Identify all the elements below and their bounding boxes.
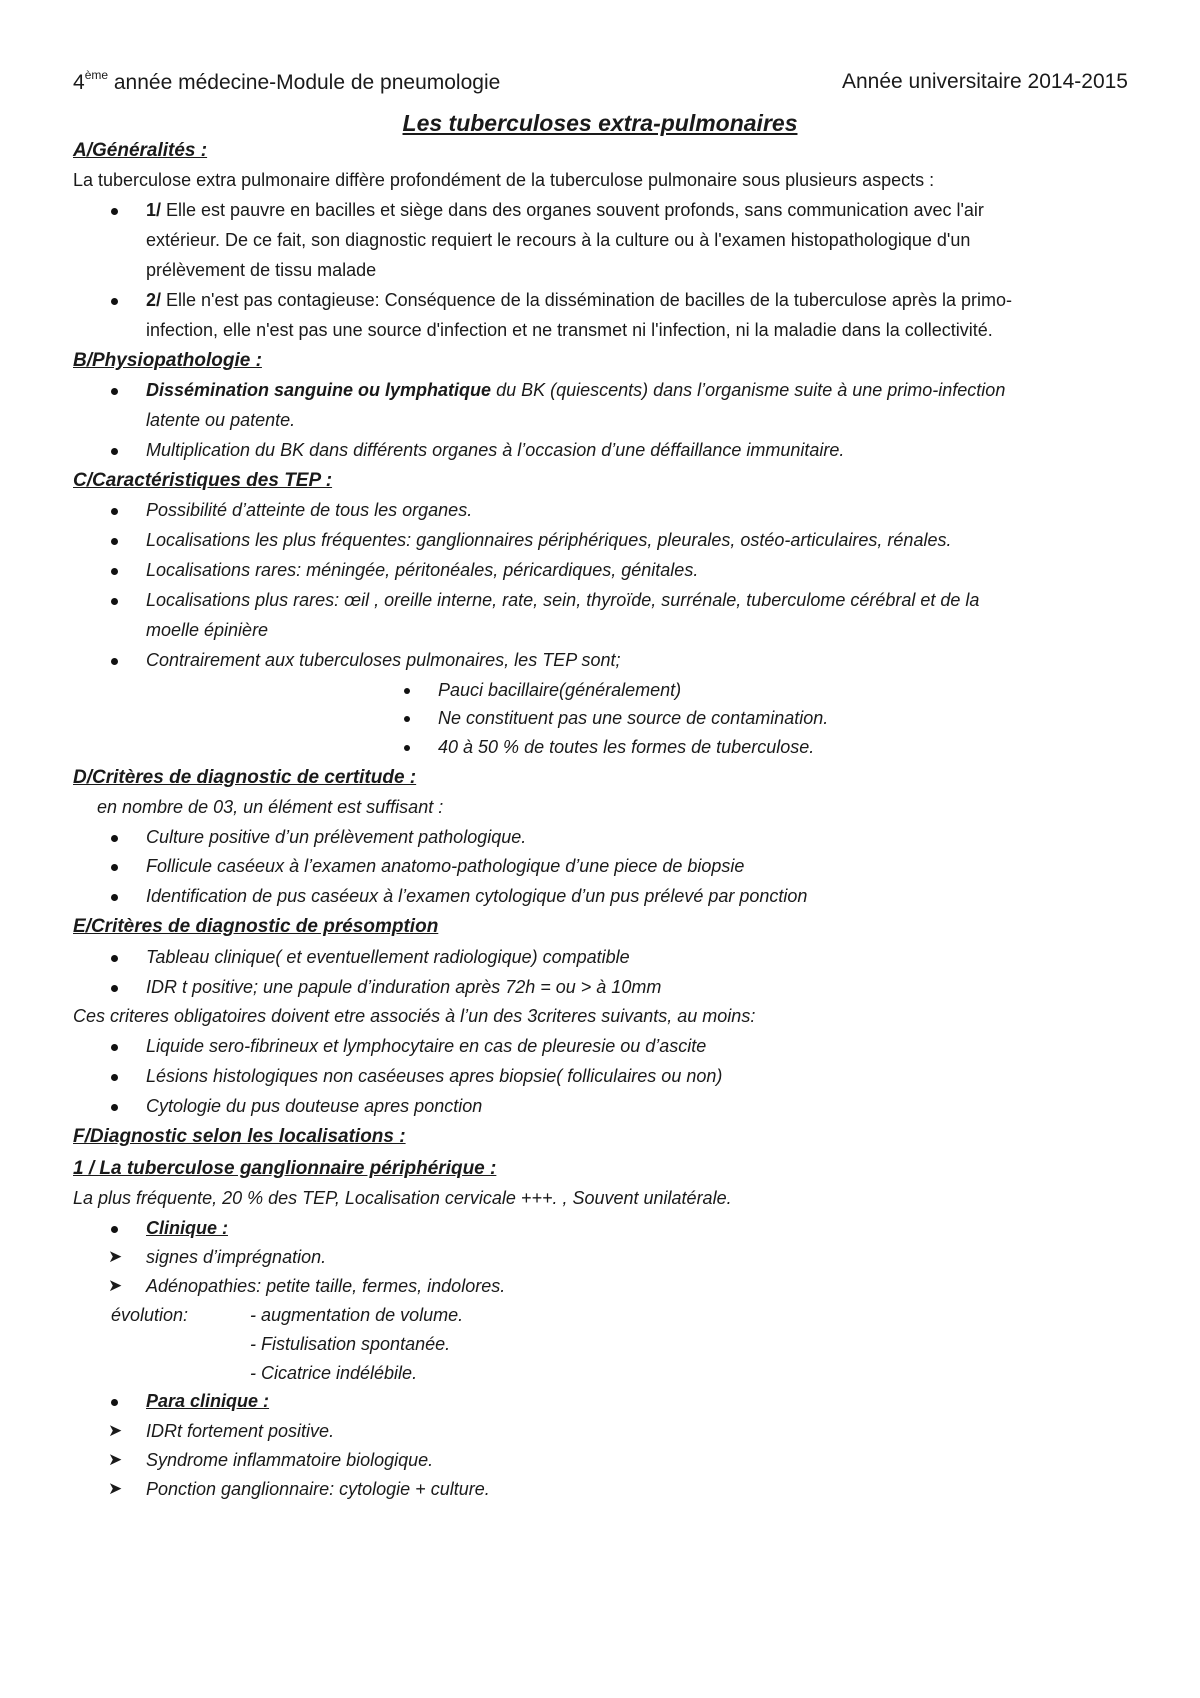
certitude-item-2: Follicule caséeux à l’examen anatomo-pathologique d’une piece de biopsie	[146, 856, 745, 876]
evolution-item-1: - augmentation de volume.	[250, 1305, 464, 1325]
certitude-intro: en nombre de 03, un élément est suffisant :	[97, 797, 444, 817]
paraclinique-item-1: IDRt fortement positive.	[146, 1421, 335, 1441]
generalites-point-1-line-2: extérieur. De ce fait, son diagnostic requiert le recours à la culture ou à l'examen histopathologique d'un	[146, 230, 971, 250]
arrow-bullet-icon: ➤	[108, 1276, 123, 1295]
presomption-item-1: Tableau clinique( et eventuellement radiologique) compatible	[146, 947, 630, 967]
carac-item-3: Localisations rares: méningée, péritonéales, péricardiques, génitales.	[146, 560, 699, 580]
bullet-icon	[404, 688, 410, 694]
physio-item-1-line-1	[146, 380, 1005, 401]
heading-presomption: E/Critères de diagnostic de présomption	[73, 916, 439, 937]
bullet-icon	[111, 568, 118, 575]
point-text: Elle est pauvre en bacilles et siège dans des organes souvent profonds, sans communication avec l'air	[161, 200, 984, 220]
bullet-icon	[111, 538, 118, 545]
header-course	[73, 70, 500, 95]
carac-subitem-2: Ne constituent pas une source de contamination.	[438, 708, 829, 728]
bullet-icon	[111, 1074, 118, 1081]
bullet-icon	[404, 745, 410, 751]
clinique-item-2: Adénopathies: petite taille, fermes, indolores.	[146, 1276, 506, 1296]
paraclinique-item-3: Ponction ganglionnaire: cytologie + culture.	[146, 1479, 490, 1499]
generalites-intro: La tuberculose extra pulmonaire diffère profondément de la tuberculose pulmonaire sous plusieurs aspects :	[73, 170, 935, 190]
header-year-number: 4	[73, 71, 85, 94]
ganglionnaire-intro: La plus fréquente, 20 % des TEP, Localisation cervicale +++. , Souvent unilatérale.	[73, 1188, 732, 1208]
heading-localisations: F/Diagnostic selon les localisations :	[73, 1126, 406, 1147]
carac-item-5: Contrairement aux tuberculoses pulmonaires, les TEP sont;	[146, 650, 621, 670]
carac-item-4-line-1: Localisations plus rares: œil , oreille interne, rate, sein, thyroïde, surrénale, tuberculome cérébral et de la	[146, 590, 980, 610]
physio-item-1-rest: du BK (quiescents) dans l’organisme suite à une primo-infection	[491, 380, 1006, 400]
bullet-icon	[111, 1226, 118, 1233]
bullet-icon	[111, 1104, 118, 1111]
clinique-item-1: signes d’imprégnation.	[146, 1247, 327, 1267]
generalites-point-2-line-1	[146, 290, 1012, 311]
heading-generalites: A/Généralités :	[73, 140, 208, 161]
bullet-icon	[111, 835, 118, 842]
arrow-bullet-icon: ➤	[108, 1479, 123, 1498]
bullet-icon	[111, 658, 118, 665]
generalites-point-1-line-1	[146, 200, 984, 221]
point-number: 1/	[146, 200, 162, 220]
arrow-bullet-icon: ➤	[108, 1421, 123, 1440]
carac-item-2: Localisations les plus fréquentes: ganglionnaires périphériques, pleurales, ostéo-articulaires, rénales.	[146, 530, 952, 550]
header-course-text: année médecine-Module de pneumologie	[108, 71, 501, 94]
presomption-item-2: IDR t positive; une papule d’induration après 72h = ou > à 10mm	[146, 977, 662, 997]
presomption-item-4: Lésions histologiques non caséeuses apres biopsie( folliculaires ou non)	[146, 1066, 723, 1086]
evolution-item-3: - Cicatrice indélébile.	[250, 1363, 418, 1383]
clinique-label: Clinique :	[146, 1218, 228, 1238]
evolution-item-2: - Fistulisation spontanée.	[250, 1334, 451, 1354]
carac-item-1: Possibilité d’atteinte de tous les organes.	[146, 500, 473, 520]
point-number: 2/	[146, 290, 162, 310]
bullet-icon	[111, 298, 118, 305]
heading-certitude: D/Critères de diagnostic de certitude :	[73, 767, 417, 788]
bullet-icon	[111, 864, 118, 871]
bullet-icon	[111, 1399, 118, 1406]
presomption-middle-text: Ces criteres obligatoires doivent etre associés à l’un des 3criteres suivants, au moins:	[73, 1006, 756, 1026]
presomption-item-3: Liquide sero-fibrineux et lymphocytaire en cas de pleuresie ou d’ascite	[146, 1036, 707, 1056]
bullet-icon	[111, 955, 118, 962]
bullet-icon	[111, 1044, 118, 1051]
header-year-suffix: ème	[84, 68, 109, 82]
carac-subitem-1: Pauci bacillaire(généralement)	[438, 680, 682, 700]
paraclinique-label: Para clinique :	[146, 1391, 270, 1411]
arrow-bullet-icon: ➤	[108, 1450, 123, 1469]
bullet-icon	[111, 985, 118, 992]
bullet-icon	[111, 508, 118, 515]
physio-item-1-line-2: latente ou patente.	[146, 410, 296, 430]
physio-item-2: Multiplication du BK dans différents organes à l’occasion d’une déffaillance immunitaire.	[146, 440, 845, 460]
bullet-icon	[111, 448, 118, 455]
bullet-icon	[111, 388, 118, 395]
bullet-icon	[404, 716, 410, 722]
subheading-ganglionnaire: 1 / La tuberculose ganglionnaire périphérique :	[73, 1158, 497, 1179]
evolution-label: évolution:	[111, 1305, 189, 1325]
physio-item-1-bold: Dissémination sanguine ou lymphatique	[146, 380, 492, 400]
presomption-item-5: Cytologie du pus douteuse apres ponction	[146, 1096, 483, 1116]
paraclinique-item-2: Syndrome inflammatoire biologique.	[146, 1450, 434, 1470]
carac-subitem-3: 40 à 50 % de toutes les formes de tuberculose.	[438, 737, 815, 757]
point-text: Elle n'est pas contagieuse: Conséquence de la dissémination de bacilles de la tuberculose après la primo-	[161, 290, 1012, 310]
document-title: Les tuberculoses extra-pulmonaires	[402, 110, 798, 136]
arrow-bullet-icon: ➤	[108, 1247, 123, 1266]
bullet-icon	[111, 598, 118, 605]
heading-caracteristiques: C/Caractéristiques des TEP :	[73, 470, 333, 491]
bullet-icon	[111, 208, 118, 215]
page-header	[73, 70, 1128, 100]
generalites-point-1-line-3: prélèvement de tissu malade	[146, 260, 377, 280]
certitude-item-1: Culture positive d’un prélèvement pathologique.	[146, 827, 527, 847]
header-academic-year: Année universitaire 2014-2015	[841, 70, 1128, 93]
certitude-item-3: Identification de pus caséeux à l’examen cytologique d’un pus prélevé par ponction	[146, 886, 808, 906]
bullet-icon	[111, 894, 118, 901]
generalites-point-2-line-2: infection, elle n'est pas une source d'infection et ne transmet ni l'infection, ni la maladie dans la collectivité.	[146, 320, 993, 340]
heading-physiopathologie: B/Physiopathologie :	[73, 350, 262, 371]
carac-item-4-line-2: moelle épinière	[146, 620, 269, 640]
